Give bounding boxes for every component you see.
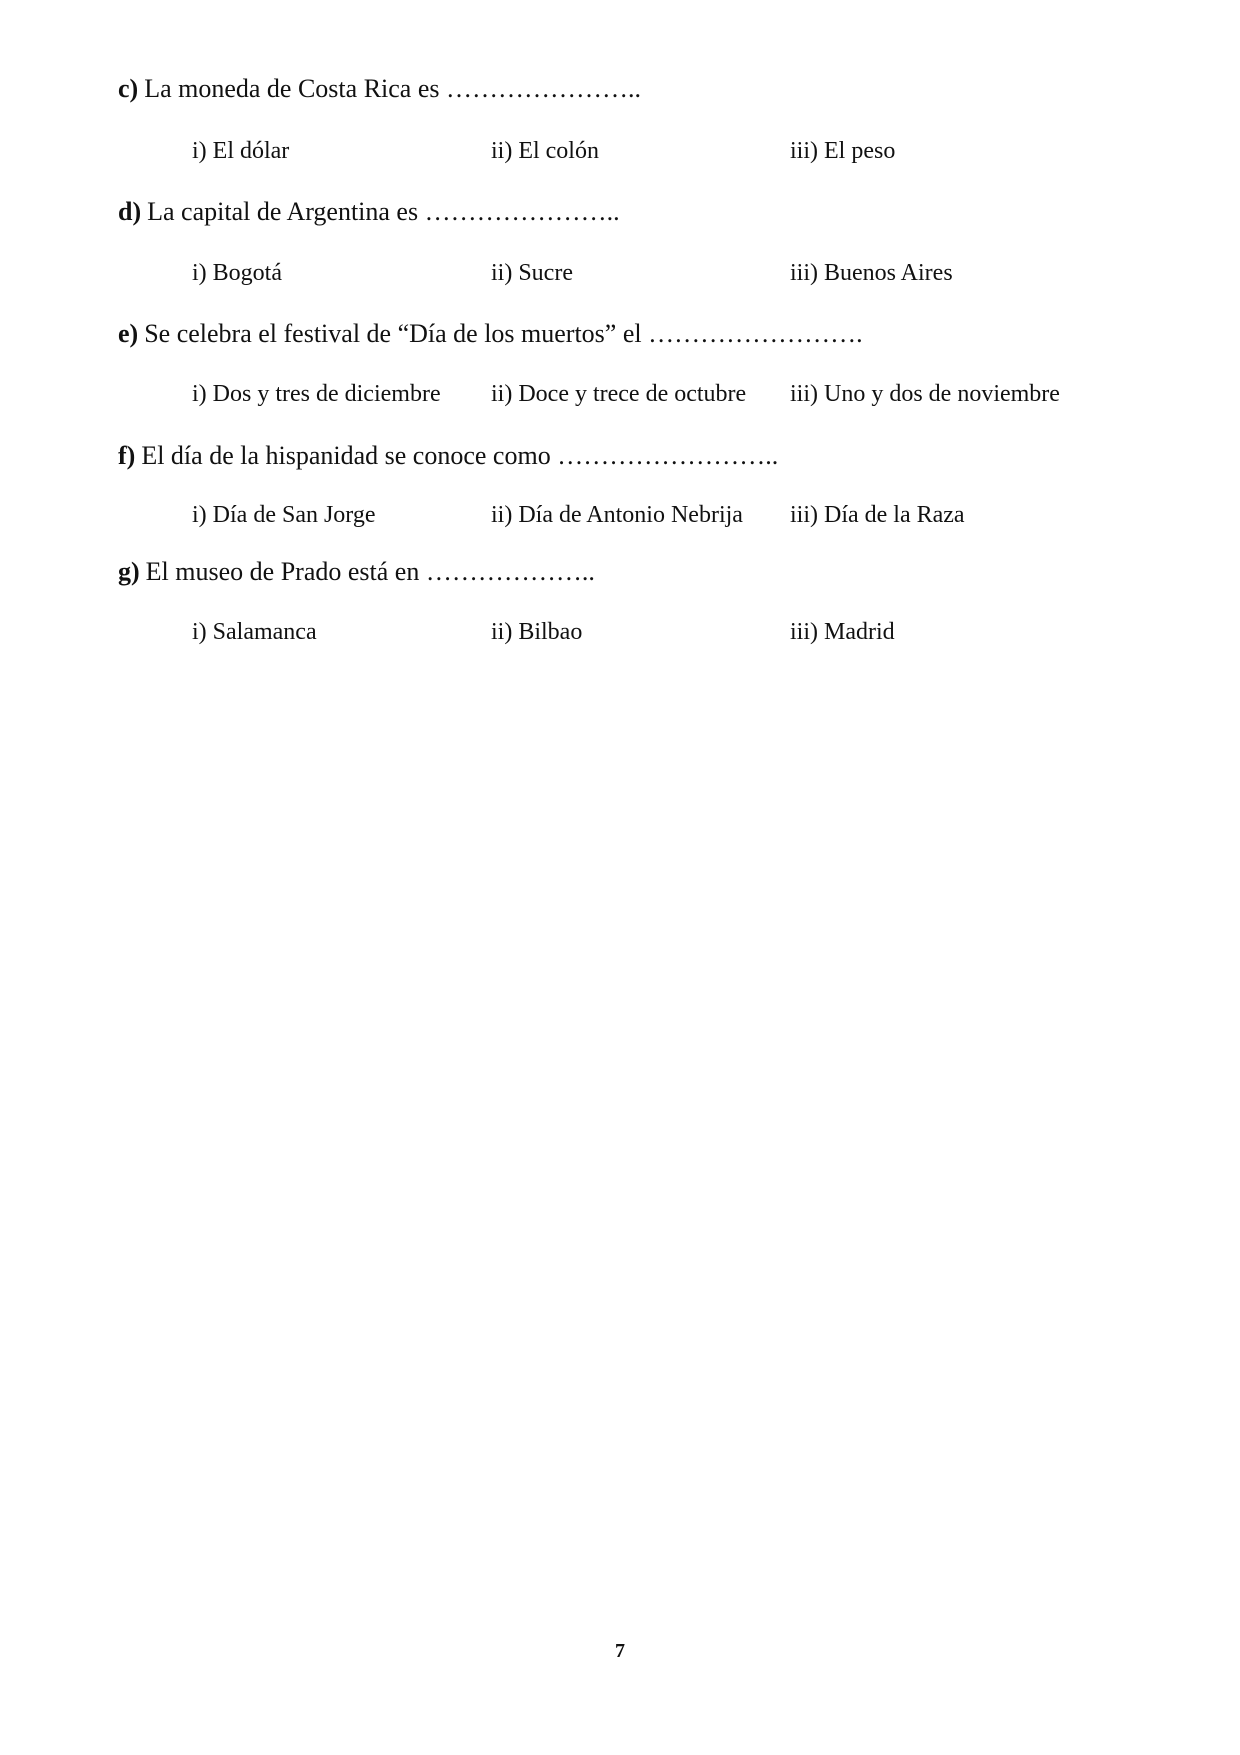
question-c — [118, 73, 641, 105]
option-ii: ii) El colón — [491, 138, 599, 164]
option-ii: ii) Sucre — [491, 260, 573, 286]
question-letter: e) — [118, 319, 139, 348]
options-e — [192, 379, 1152, 409]
question-g — [118, 556, 595, 588]
option-i: i) Bogotá — [192, 260, 282, 286]
options-c — [192, 136, 1152, 166]
question-f — [118, 440, 778, 472]
page-number: 7 — [615, 1640, 625, 1662]
option-i: i) El dólar — [192, 138, 290, 164]
option-iii: iii) Uno y dos de noviembre — [790, 381, 1060, 407]
option-i: i) Dos y tres de diciembre — [192, 381, 441, 407]
question-letter: g) — [118, 557, 140, 586]
options-f — [192, 500, 1152, 530]
option-i: i) Día de San Jorge — [192, 502, 376, 528]
question-e — [118, 318, 863, 350]
option-ii: ii) Día de Antonio Nebrija — [491, 502, 743, 528]
option-i: i) Salamanca — [192, 619, 317, 645]
option-iii: iii) El peso — [790, 138, 896, 164]
option-ii: ii) Bilbao — [491, 619, 583, 645]
question-text: El museo de Prado está en ……………….. — [145, 557, 595, 586]
option-iii: iii) Buenos Aires — [790, 260, 953, 286]
question-text: La moneda de Costa Rica es ………………….. — [144, 74, 641, 103]
question-letter: c) — [118, 74, 139, 103]
question-d — [118, 196, 620, 228]
option-iii: iii) Madrid — [790, 619, 895, 645]
option-iii: iii) Día de la Raza — [790, 502, 965, 528]
question-letter: f) — [118, 441, 136, 470]
question-letter: d) — [118, 197, 142, 226]
option-ii: ii) Doce y trece de octubre — [491, 381, 747, 407]
options-d — [192, 258, 1152, 288]
options-g — [192, 617, 1152, 647]
question-text: La capital de Argentina es ………………….. — [147, 197, 620, 226]
question-text: Se celebra el festival de “Día de los muertos” el ……………………. — [144, 319, 863, 348]
question-text: El día de la hispanidad se conoce como …………………….. — [141, 441, 779, 470]
